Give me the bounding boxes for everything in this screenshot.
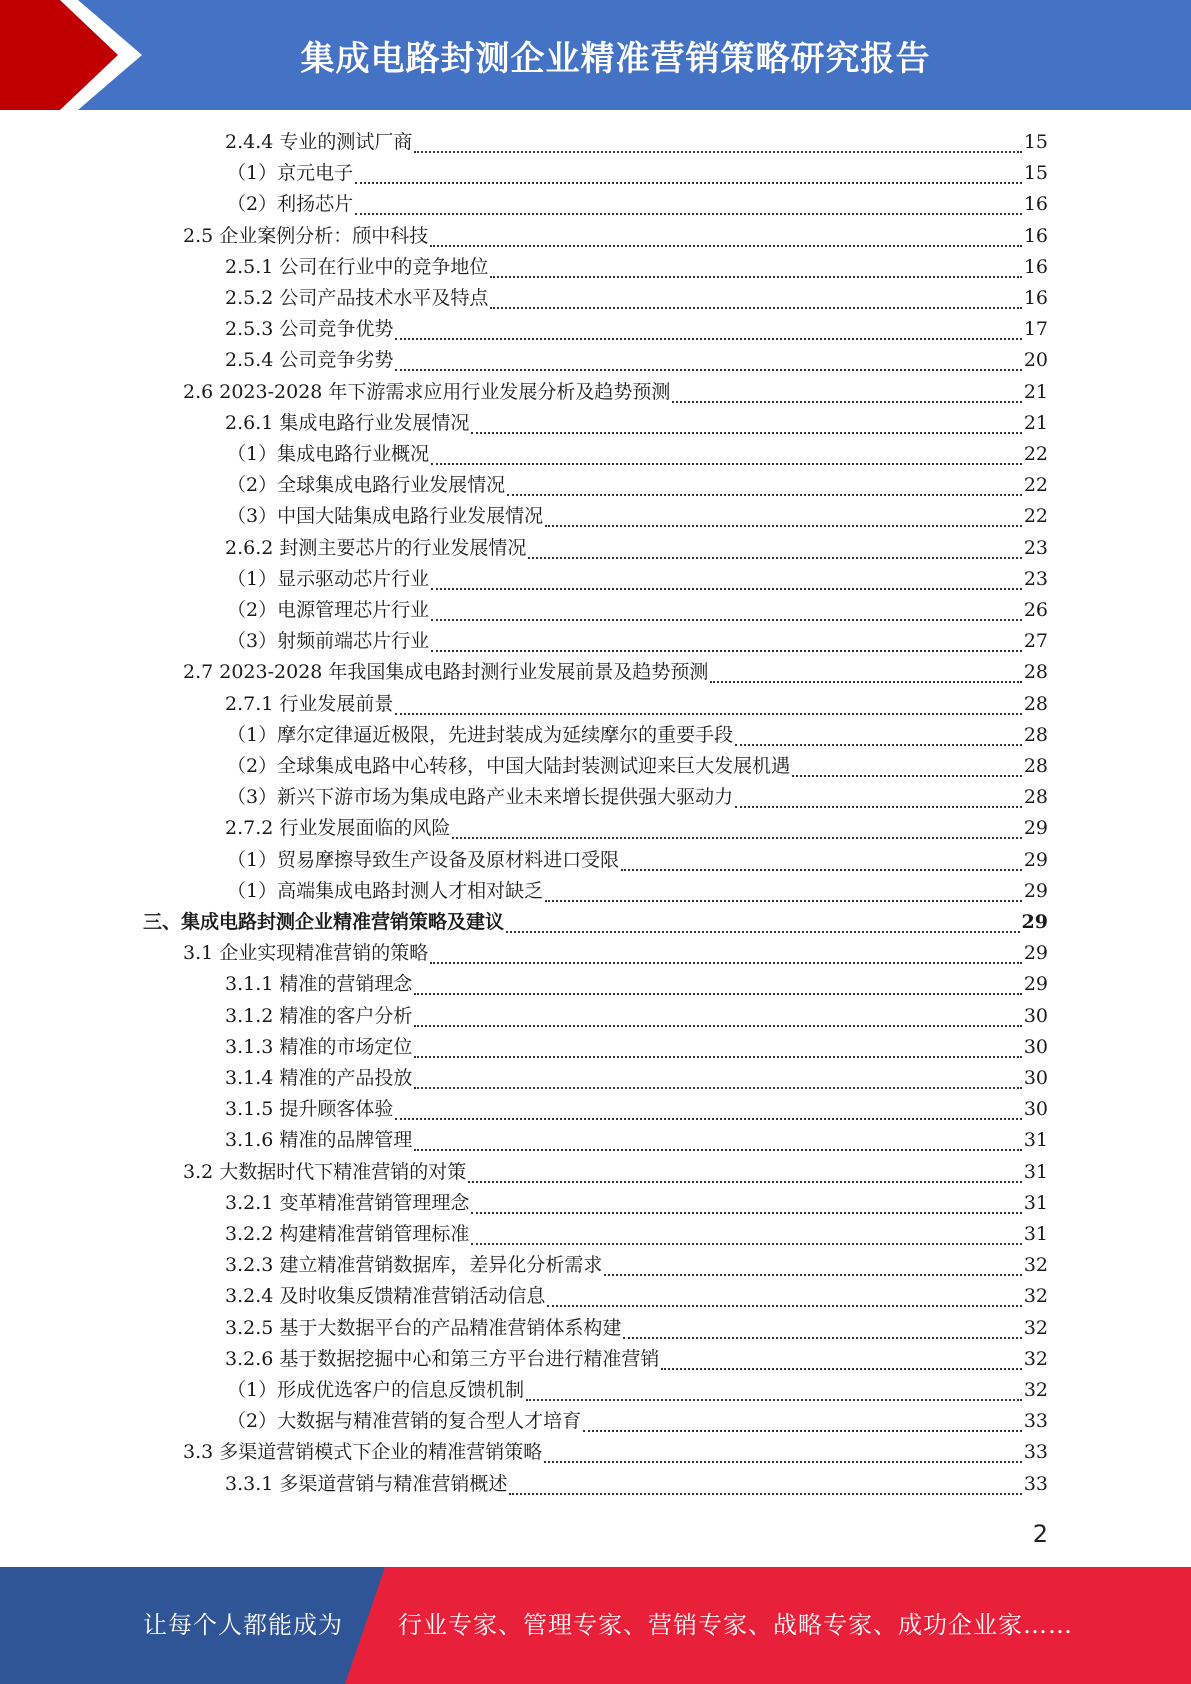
- toc-entry-label: 3.1.6 精准的品牌管理: [225, 1129, 413, 1152]
- toc-entry-label: 3.1.3 精准的市场定位: [225, 1035, 413, 1058]
- toc-entry[interactable]: [227, 845, 1048, 876]
- toc-entry-page: 33: [1023, 1410, 1048, 1433]
- toc-entry[interactable]: [227, 876, 1048, 907]
- toc-entry[interactable]: [183, 657, 1048, 688]
- toc-dot-leader: [544, 1461, 1022, 1463]
- toc-entry-label: 三、集成电路封测企业精准营销策略及建议: [143, 911, 505, 933]
- toc-entry-page: 17: [1023, 318, 1048, 341]
- toc-entry[interactable]: [227, 720, 1048, 751]
- toc-entry-label: 3.2.4 及时收集反馈精准营销活动信息: [225, 1285, 546, 1308]
- toc-entry-label: （2）全球集成电路行业发展情况: [227, 474, 506, 497]
- toc-dot-leader: [471, 432, 1021, 434]
- toc-entry-label: 3.1.5 提升顾客体验: [225, 1098, 394, 1121]
- toc-entry[interactable]: [227, 564, 1048, 595]
- toc-dot-leader: [414, 993, 1021, 995]
- toc-dot-leader: [672, 401, 1021, 403]
- toc-dot-leader: [490, 307, 1021, 309]
- toc-dot-leader: [545, 900, 1022, 902]
- toc-entry-label: 3.2.1 变革精准营销管理理念: [225, 1191, 470, 1214]
- toc-dot-leader: [547, 1305, 1021, 1307]
- toc-entry-label: 3.2.6 基于数据挖掘中心和第三方平台进行精准营销: [225, 1347, 660, 1370]
- toc-entry-label: （2）全球集成电路中心转移，中国大陆封装测试迎来巨大发展机遇: [227, 755, 791, 777]
- toc-entry[interactable]: [227, 470, 1048, 501]
- toc-dot-leader: [414, 1056, 1021, 1058]
- toc-entry-label: （1）贸易摩擦导致生产设备及原材料进口受限: [227, 848, 620, 871]
- toc-dot-leader: [710, 681, 1021, 683]
- toc-entry-page: 32: [1023, 1379, 1048, 1401]
- toc-entry-label: 2.5.2 公司产品技术水平及特点: [225, 287, 489, 309]
- toc-entry-label: （1）摩尔定律逼近极限，先进封装成为延续摩尔的重要手段: [227, 723, 734, 746]
- toc-entry[interactable]: [225, 533, 1048, 564]
- toc-dot-leader: [528, 557, 1021, 559]
- toc-entry-label: （1）形成优选客户的信息反馈机制: [227, 1379, 525, 1401]
- toc-entry-label: 2.6.1 集成电路行业发展情况: [225, 411, 470, 434]
- toc-entry-label: 2.6.2 封测主要芯片的行业发展情况: [225, 536, 527, 559]
- toc-entry-label: 2.5.4 公司竞争劣势: [225, 349, 394, 372]
- toc-dot-leader: [431, 463, 1022, 465]
- toc-entry[interactable]: [227, 189, 1048, 220]
- toc-entry[interactable]: [225, 1032, 1048, 1063]
- toc-dot-leader: [430, 962, 1022, 964]
- toc-entry-label: （1）高端集成电路封测人才相对缺乏: [227, 879, 544, 902]
- toc-entry[interactable]: [183, 938, 1048, 969]
- toc-entry-page: 29: [1021, 911, 1048, 933]
- toc-entry[interactable]: [225, 1250, 1048, 1281]
- toc-entry-label: （2）电源管理芯片行业: [227, 599, 430, 621]
- page-number: 2: [1032, 1520, 1048, 1548]
- toc-entry-page: 22: [1023, 474, 1048, 497]
- toc-entry-page: 28: [1023, 755, 1048, 777]
- toc-entry-label: （2）利扬芯片: [227, 193, 354, 216]
- toc-entry[interactable]: [225, 1313, 1048, 1344]
- toc-entry-page: 20: [1023, 349, 1048, 372]
- toc-entry[interactable]: [227, 626, 1048, 657]
- toc-entry-page: 31: [1023, 1223, 1048, 1245]
- toc-entry-page: 29: [1023, 879, 1048, 902]
- toc-entry[interactable]: [227, 782, 1048, 813]
- toc-entry[interactable]: [227, 595, 1048, 626]
- toc-dot-leader: [414, 1087, 1021, 1089]
- toc-entry-label: 2.5.1 公司在行业中的竞争地位: [225, 255, 489, 278]
- toc-entry-label: 2.6 2023-2028 年下游需求应用行业发展分析及趋势预测: [183, 380, 671, 403]
- toc-dot-leader: [471, 1212, 1021, 1214]
- toc-entry-page: 28: [1023, 723, 1048, 746]
- toc-entry-label: （3）中国大陆集成电路行业发展情况: [227, 505, 544, 528]
- toc-entry-label: （1）显示驱动芯片行业: [227, 567, 430, 590]
- toc-entry-label: 3.2.3 建立精准营销数据库，差异化分析需求: [225, 1254, 603, 1277]
- toc-entry-page: 32: [1023, 1254, 1048, 1277]
- footer-banner: [0, 1567, 1191, 1684]
- report-title: 集成电路封测企业精准营销策略研究报告: [300, 38, 931, 79]
- toc-entry-page: 31: [1023, 1191, 1048, 1214]
- toc-entry-page: 16: [1023, 193, 1048, 216]
- toc-dot-leader: [414, 151, 1021, 153]
- toc-entry-label: 2.7.2 行业发展面临的风险: [225, 817, 451, 840]
- toc-dot-leader: [509, 1493, 1021, 1495]
- toc-entry-page: 22: [1023, 505, 1048, 528]
- toc-entry-page: 16: [1023, 224, 1048, 247]
- toc-entry-label: 2.5 企业案例分析：颀中科技: [183, 224, 429, 247]
- toc-entry-label: 2.7.1 行业发展前景: [225, 692, 394, 715]
- toc-entry[interactable]: [183, 1437, 1048, 1468]
- toc-entry[interactable]: [227, 501, 1048, 532]
- toc-entry-label: 3.1.2 精准的客户分析: [225, 1004, 413, 1027]
- toc-entry-page: 32: [1023, 1347, 1048, 1370]
- toc-entry-label: 3.2 大数据时代下精准营销的对策: [183, 1160, 467, 1183]
- toc-entry[interactable]: [225, 314, 1048, 345]
- toc-entry-page: 16: [1023, 255, 1048, 278]
- toc-entry-page: 29: [1023, 973, 1048, 996]
- toc-dot-leader: [792, 775, 1022, 777]
- toc-dot-leader: [468, 1181, 1022, 1183]
- toc-dot-leader: [452, 837, 1021, 839]
- toc-entry-label: 3.1.4 精准的产品投放: [225, 1067, 413, 1089]
- toc-dot-leader: [604, 1274, 1021, 1276]
- toc-entry[interactable]: [225, 1219, 1048, 1250]
- red-arrow-decoration: [0, 0, 160, 110]
- toc-entry-label: 2.4.4 专业的测试厂商: [225, 131, 413, 153]
- toc-entry-page: 21: [1023, 411, 1048, 434]
- toc-dot-leader: [430, 245, 1022, 247]
- toc-dot-leader: [661, 1368, 1021, 1370]
- toc-entry[interactable]: [225, 689, 1048, 720]
- footer-slogan-left: 让每个人都能成为: [143, 1611, 343, 1639]
- toc-dot-leader: [431, 650, 1022, 652]
- toc-dot-leader: [735, 806, 1022, 808]
- toc-dot-leader: [355, 213, 1022, 215]
- toc-entry-page: 29: [1023, 817, 1048, 840]
- toc-entry-label: 3.1 企业实现精准营销的策略: [183, 942, 429, 965]
- toc-entry-label: （3）新兴下游市场为集成电路产业未来增长提供强大驱动力: [227, 786, 734, 809]
- toc-entry[interactable]: [225, 408, 1048, 439]
- toc-entry-label: 3.1.1 精准的营销理念: [225, 973, 413, 996]
- toc-entry-page: 27: [1023, 630, 1048, 653]
- toc-entry[interactable]: [227, 1375, 1048, 1406]
- toc-entry-page: 28: [1023, 786, 1048, 809]
- toc-entry-label: （2）大数据与精准营销的复合型人才培育: [227, 1410, 582, 1433]
- toc-entry-page: 33: [1023, 1441, 1048, 1464]
- toc-entry[interactable]: [225, 1281, 1048, 1312]
- footer-slogan-right: 行业专家、管理专家、营销专家、战略专家、成功企业家……: [398, 1611, 1073, 1639]
- toc-entry-page: 31: [1023, 1160, 1048, 1183]
- toc-dot-leader: [471, 1243, 1021, 1245]
- toc-entry-page: 23: [1023, 567, 1048, 590]
- toc-entry[interactable]: [225, 345, 1048, 376]
- toc-entry-label: 2.5.3 公司竞争优势: [225, 318, 394, 341]
- toc-entry[interactable]: [225, 252, 1048, 283]
- toc-entry-page: 22: [1023, 443, 1048, 465]
- toc-dot-leader: [526, 1399, 1022, 1401]
- toc-entry-page: 32: [1023, 1316, 1048, 1339]
- toc-dot-leader: [545, 525, 1022, 527]
- toc-dot-leader: [431, 619, 1022, 621]
- toc-entry-page: 30: [1023, 1067, 1048, 1089]
- toc-entry-page: 32: [1023, 1285, 1048, 1308]
- toc-entry[interactable]: [225, 1094, 1048, 1125]
- toc-entry-label: 2.7 2023-2028 年我国集成电路封测行业发展前景及趋势预测: [183, 661, 709, 684]
- toc-dot-leader: [506, 931, 1020, 933]
- toc-entry[interactable]: [225, 1063, 1048, 1094]
- toc-dot-leader: [355, 182, 1022, 184]
- toc-dot-leader: [490, 276, 1021, 278]
- toc-entry-label: 3.3.1 多渠道营销与精准营销概述: [225, 1472, 508, 1495]
- toc-entry[interactable]: [183, 377, 1048, 408]
- header-banner: [0, 0, 1191, 110]
- toc-entry-label: 3.2.2 构建精准营销管理标准: [225, 1223, 470, 1245]
- toc-entry-page: 28: [1023, 692, 1048, 715]
- toc-entry-page: 30: [1023, 1035, 1048, 1058]
- toc-entry[interactable]: [183, 1157, 1048, 1188]
- toc-entry-page: 16: [1023, 287, 1048, 309]
- toc-dot-leader: [414, 1025, 1021, 1027]
- toc-entry-page: 29: [1023, 942, 1048, 965]
- toc-entry-page: 30: [1023, 1098, 1048, 1121]
- toc-entry-label: 3.3 多渠道营销模式下企业的精准营销策略: [183, 1441, 543, 1464]
- toc-entry-page: 26: [1023, 599, 1048, 621]
- toc-dot-leader: [583, 1430, 1022, 1432]
- toc-entry-label: （1）京元电子: [227, 162, 354, 185]
- toc-entry-page: 15: [1023, 131, 1048, 153]
- toc-entry[interactable]: [227, 439, 1048, 470]
- toc-entry-page: 33: [1023, 1472, 1048, 1495]
- toc-entry[interactable]: [183, 221, 1048, 252]
- toc-entry-page: 31: [1023, 1129, 1048, 1152]
- toc-entry-label: （1）集成电路行业概况: [227, 443, 430, 465]
- toc-entry-page: 15: [1023, 162, 1048, 185]
- toc-entry[interactable]: [225, 1469, 1048, 1500]
- toc-entry[interactable]: [225, 127, 1048, 158]
- toc-entry[interactable]: [225, 813, 1048, 844]
- toc-entry[interactable]: [225, 1001, 1048, 1032]
- toc-dot-leader: [395, 713, 1021, 715]
- toc-entry[interactable]: [225, 1188, 1048, 1219]
- toc-entry[interactable]: [227, 1406, 1048, 1437]
- toc-dot-leader: [414, 1149, 1021, 1151]
- toc-entry[interactable]: [227, 751, 1048, 782]
- toc-dot-leader: [431, 588, 1022, 590]
- toc-dot-leader: [735, 744, 1022, 746]
- toc-entry[interactable]: [225, 1344, 1048, 1375]
- toc-entry-page: 23: [1023, 536, 1048, 559]
- toc-dot-leader: [395, 338, 1021, 340]
- toc-entry[interactable]: [225, 283, 1048, 314]
- toc-dot-leader: [621, 869, 1022, 871]
- toc-entry-label: 3.2.5 基于大数据平台的产品精准营销体系构建: [225, 1316, 622, 1339]
- toc-dot-leader: [395, 1118, 1021, 1120]
- toc-entry[interactable]: [143, 907, 1048, 938]
- toc-entry-page: 29: [1023, 848, 1048, 871]
- toc-entry-label: （3）射频前端芯片行业: [227, 630, 430, 653]
- toc-entry-page: 28: [1023, 661, 1048, 684]
- toc-entry-page: 21: [1023, 380, 1048, 403]
- toc-entry[interactable]: [225, 1125, 1048, 1156]
- toc-entry[interactable]: [225, 969, 1048, 1000]
- toc-entry[interactable]: [227, 158, 1048, 189]
- toc-dot-leader: [507, 494, 1022, 496]
- toc-dot-leader: [395, 369, 1021, 371]
- toc-dot-leader: [623, 1337, 1021, 1339]
- toc-entry-page: 30: [1023, 1004, 1048, 1027]
